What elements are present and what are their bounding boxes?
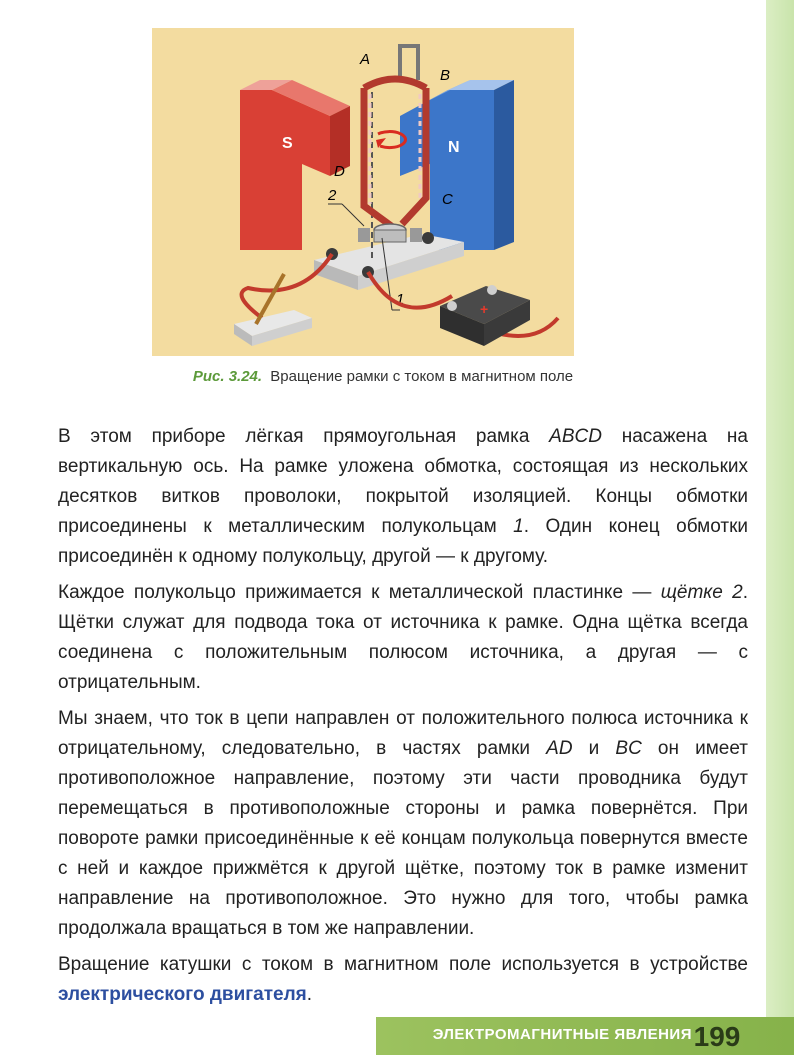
italic-segment: щётке 2 — [660, 582, 743, 603]
text-segment: он имеет противоположное направление, поэтому эти части проводника будут перемещаться в противоположные стороны и рамка повернётся. При повороте рамки присоединённые к её концам полукольца повернутся вместе с ней и каждое прижмётся к другой щётке, поэтому ток в рамке изменит направление на противоположное. Это нужно для того, чтобы рамка продолжала вращаться в том же направлении. — [58, 738, 748, 939]
italic-segment: BC — [615, 738, 642, 759]
figure-rotating-frame — [152, 28, 574, 356]
text-segment: Каждое полукольцо прижимается к металлической пластинке — — [58, 582, 661, 603]
page-number: 199 — [693, 1021, 741, 1052]
paragraph-3 — [58, 704, 748, 944]
label-b: B — [440, 67, 451, 84]
figure-caption — [0, 368, 766, 385]
term-highlight: электрического двигателя — [58, 984, 307, 1005]
italic-segment: 1 — [513, 516, 524, 537]
italic-segment: ABCD — [549, 426, 602, 447]
italic-segment: AD — [546, 738, 573, 759]
paragraph-4 — [58, 950, 748, 1010]
caption-label: Рис. 3.24. — [192, 368, 263, 385]
label-d: D — [334, 163, 345, 180]
label-brush-2: 2 — [328, 187, 337, 204]
paragraph-1 — [58, 422, 748, 572]
label-a: A — [360, 51, 371, 68]
text-segment: Мы знаем, что ток в цепи направлен от положительного полюса источника к отрицательному, следовательно, в частях рамки — [58, 708, 748, 759]
text-segment: . Щётки служат для подвода тока от источника к рамке. Одна щётка всегда соединена с положительным полюсом источника, а другая — с отрицательным. — [58, 582, 748, 693]
magnet-n-label: N — [448, 139, 460, 156]
body-text — [58, 422, 748, 1016]
text-segment: Вращение катушки с током в магнитном поле используется в устройстве — [58, 954, 748, 975]
caption-text: Вращение рамки с током в магнитном поле — [270, 368, 574, 385]
label-c: C — [442, 191, 453, 208]
page-edge-band — [766, 0, 794, 1055]
text-segment: . — [306, 984, 313, 1005]
text-segment: и — [572, 738, 616, 759]
magnet-s-label: S — [282, 135, 293, 152]
text-segment: В этом приборе лёгкая прямоугольная рамка — [58, 426, 550, 447]
battery-plus-sign: + — [480, 301, 489, 317]
footer-section-title: ЭЛЕКТРОМАГНИТНЫЕ ЯВЛЕНИЯ — [432, 1026, 692, 1043]
figure-illustration — [152, 28, 574, 356]
text-segment: насажена на вертикальную ось. На рамке уложена обмотка, состоящая из нескольких десятков витков проволоки, покрытой изоляцией. Концы обмотки присоединены к металлическим полукольцам — [58, 426, 748, 537]
text-segment: . Один конец обмотки присоединён к одному полукольцу, другой — к другому. — [58, 516, 748, 567]
paragraph-2 — [58, 578, 748, 698]
label-half-ring-1: 1 — [396, 291, 405, 308]
